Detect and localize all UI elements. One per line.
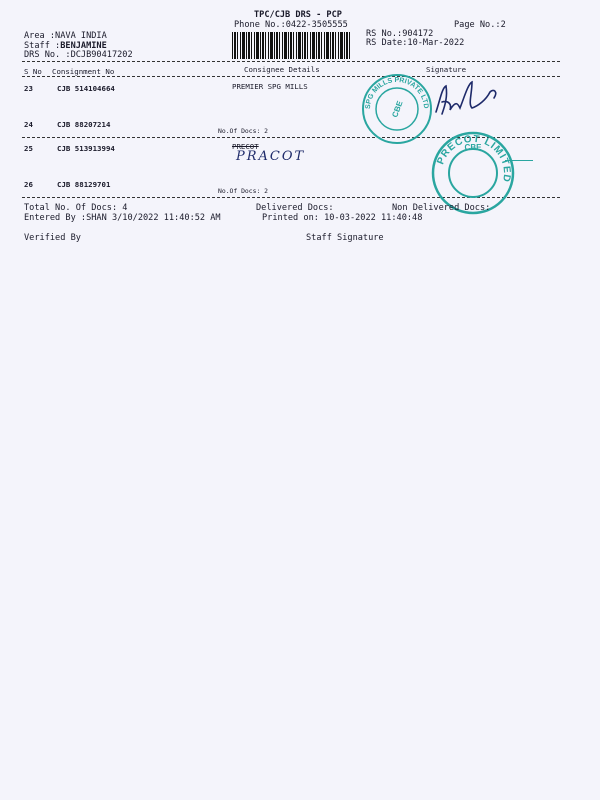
phone-number: Phone No.:0422-3505555: [234, 20, 348, 30]
premier-stamp: [360, 72, 434, 146]
header-divider-bottom: [22, 76, 560, 77]
delivered-docs: Delivered Docs:: [256, 203, 334, 213]
row-sno: 25: [24, 144, 33, 153]
column-sno: S No: [24, 67, 42, 76]
handwritten-note: PRACOT: [236, 149, 306, 164]
total-docs: Total No. Of Docs: 4: [24, 203, 128, 213]
row-consignment: CJB 514104664: [57, 84, 115, 93]
column-consignee: Consignee Details: [244, 65, 320, 74]
printed-on: Printed on: 10-03-2022 11:40:48: [262, 213, 423, 223]
header-divider-top: [22, 61, 560, 62]
drs-number: DRS No. :DCJB90417202: [24, 50, 133, 60]
document-title: TPC/CJB DRS - PCP: [254, 10, 342, 20]
entered-by: Entered By :SHAN 3/10/2022 11:40:52 AM: [24, 213, 221, 223]
column-consignment: Consignment No: [52, 67, 115, 76]
staff-name: BENJAMINE: [60, 41, 107, 51]
barcode: [232, 32, 350, 59]
row-consignment: CJB 88207214: [57, 120, 111, 129]
area-label: Area :NAVA INDIA: [24, 31, 107, 41]
premier-stamp-center: CBE: [390, 99, 405, 119]
row-consignment: CJB 513913994: [57, 144, 115, 153]
row-consignee-struck: PRECOT: [232, 142, 259, 151]
row-sno: 23: [24, 84, 33, 93]
row-consignment: CJB 88129701: [57, 180, 111, 189]
row-sno: 26: [24, 180, 33, 189]
staff-prefix: Staff :: [24, 41, 61, 51]
precot-stamp-top: CBE: [464, 143, 482, 152]
premier-stamp-ring-text: SPG MILLS PRIVATE LTD: [364, 76, 430, 110]
group-doc-count: No.Of Docs: 2: [218, 127, 269, 135]
column-signature: Signature: [426, 65, 467, 74]
verified-by: Verified By: [24, 233, 81, 243]
staff-signature: Staff Signature: [306, 233, 384, 243]
signature-mark: [432, 78, 502, 126]
non-delivered-docs: Non Delivered Docs:: [392, 203, 491, 213]
rs-date: RS Date:10-Mar-2022: [366, 38, 465, 48]
rs-number: RS No.:904172: [366, 29, 434, 39]
precot-stamp-ring-text: PRECOT LIMITED: [435, 133, 513, 184]
group-doc-count: No.Of Docs: 2: [218, 187, 269, 195]
row-sno: 24: [24, 120, 33, 129]
row-consignee: PREMIER SPG MILLS: [232, 82, 308, 91]
page-number: Page No.:2: [454, 20, 506, 30]
stamp-line: [505, 160, 533, 161]
